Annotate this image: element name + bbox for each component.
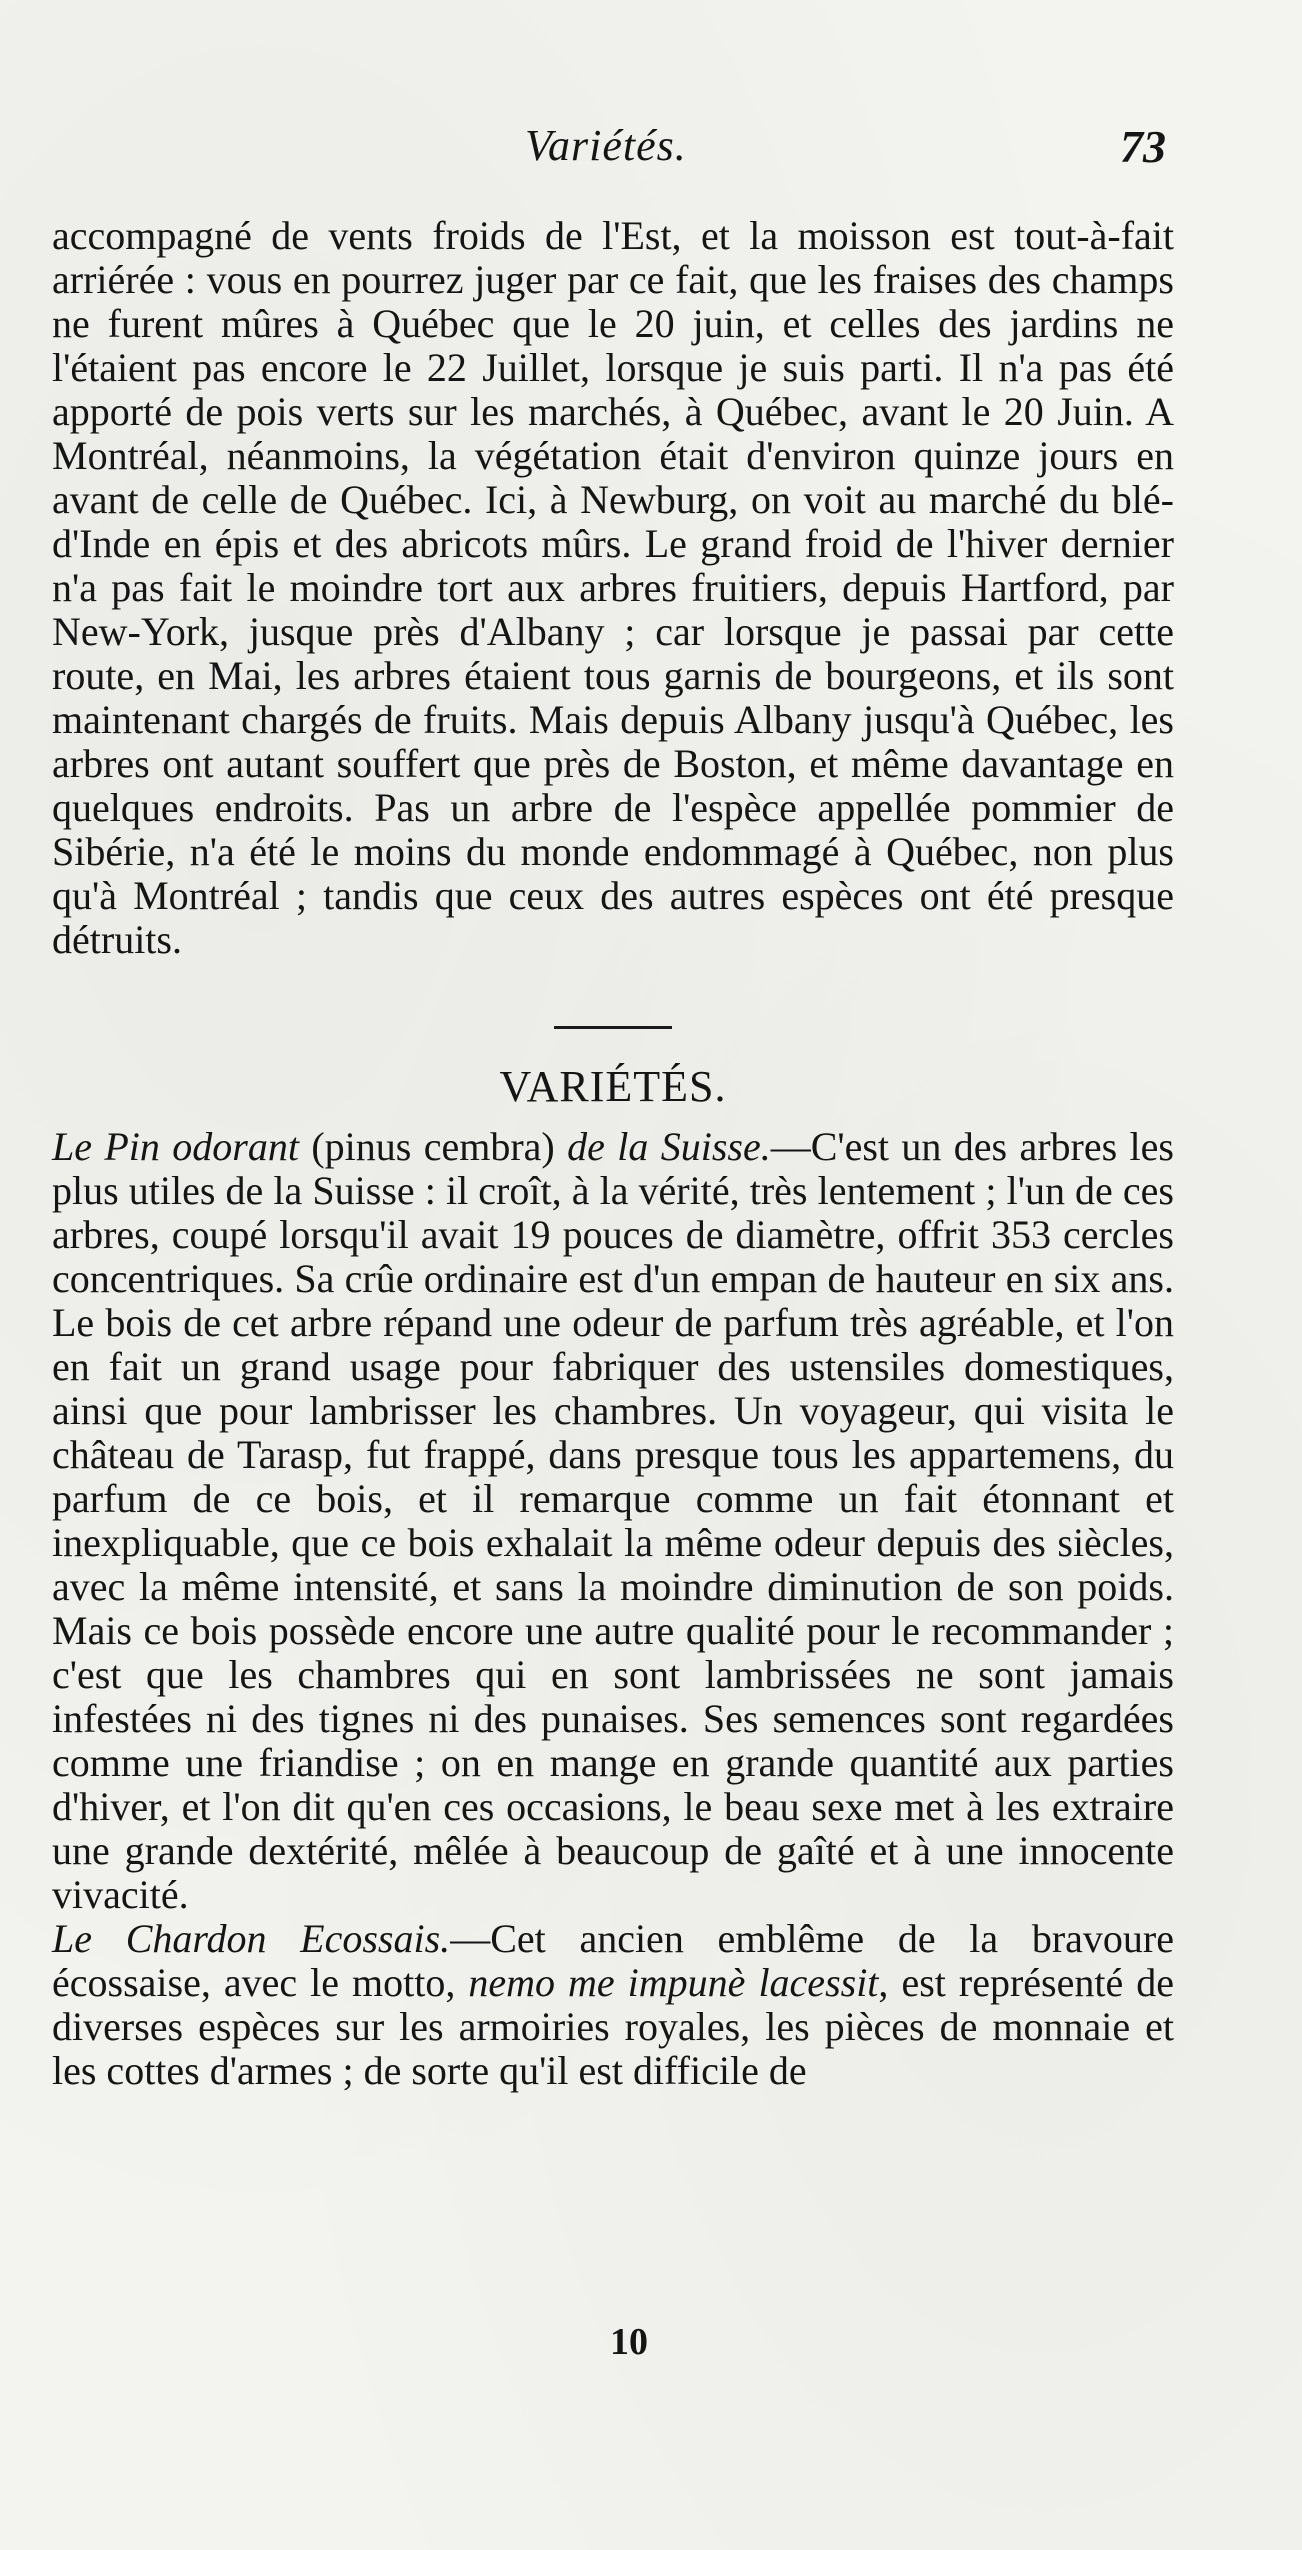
article-text: —C'est un des arbres les plus utiles de la Suisse : il croît, à la vérité, très lentement ; l'un de ces arbres, coupé lorsqu'il avait 19 pouces de diamètre, offrit 353 cercles concentriques. Sa crûe ordinaire est d'un empan de hauteur en six ans. Le bois de cet arbre répand une odeur de parfum très agréable, et l'on en fait un grand usage pour fabriquer des ustensiles domestiques, ainsi que pour lambrisser les chambres. Un voyageur, qui visita le château de Tarasp, fut frappé, dans presque tous les appartemens, du parfum de ce bois, et il remarque comme un fait étonnant et inexpliquable, que ce bois exhalait la même odeur depuis des siècles, avec la même intensité, et sans la moindre diminution de son poids. Mais ce bois possède encore une autre qualité pour le recommander ; c'est que les chambres qui en sont lambrissées ne sont jamais infestées ni des tignes ni des punaises. Ses semences sont regardées comme une friandise ; on en mange en grande quantité aux parties d'hiver, et l'on dit qu'en ces occasions, le beau sexe met à les extraire une grande dextérité, mêlée à beaucoup de gaîté et à une innocente vivacité. bbox=[52, 1124, 1174, 1917]
running-head: Variétés. bbox=[525, 121, 687, 170]
article-text: —Cet ancien emblême de la bravoure écossaise, avec le motto, bbox=[52, 1916, 1175, 2005]
paragraph-text: accompagné de vents froids de l'Est, et la moisson est tout-à-fait arriérée : vous en pourrez juger par ce fait, que les fraises des champs ne furent mûres à Québec que le 20 juin, et celles des jardins ne l'étaient pas encore le 22 Juillet, lorsque je suis parti. Il n'a pas été apporté de pois verts sur les marchés, à Québec, avant le 20 Juin. A Montréal, néanmoins, la végétation était d'environ quinze jours en avant de celle de Québec. Ici, à Newburg, on voit au marché du blé-d'Inde en épis et des abricots mûrs. Le grand froid de l'hiver dernier n'a pas fait le moindre tort aux arbres fruitiers, depuis Hartford, par New-York, jusque près d'Albany ; car lorsque je passai par cette route, en Mai, les arbres étaient tous garnis de bourgeons, et ils sont maintenant chargés de fruits. Mais depuis Albany jusqu'à Québec, les arbres ont autant souffert que près de Boston, et même davantage en quelques endroits. Pas un arbre de l'espèce appellée pommier de Sibérie, n'a été le moins du monde endommagé à Québec, non plus qu'à Montréal ; tandis que ceux des autres espèces ont été presque détruits. bbox=[52, 213, 1174, 962]
article-text-continued: , est représenté de diverses espèces sur les armoiries royales, les pièces de monnaie et les cottes d'armes ; de sorte qu'il est difficile de bbox=[52, 1960, 1174, 2093]
section-heading: VARIÉTÉS. bbox=[499, 1062, 727, 1111]
section-divider bbox=[554, 1026, 672, 1029]
page-number: 73 bbox=[1120, 121, 1166, 172]
article-title: Le Chardon Ecossais. bbox=[52, 1916, 451, 1961]
page-header bbox=[0, 120, 1302, 190]
article-chardon-ecossais bbox=[52, 1917, 1174, 2093]
continuation-paragraph bbox=[52, 214, 1174, 962]
latin-name: (pinus cembra) bbox=[298, 1124, 568, 1169]
motto: nemo me impunè lacessit bbox=[468, 1960, 879, 2005]
body-text bbox=[52, 214, 1174, 2093]
signature-mark: 10 bbox=[610, 2321, 648, 2363]
page-footer bbox=[0, 2320, 1302, 2364]
article-pin-odorant bbox=[52, 1125, 1174, 1917]
article-title-tail: de la Suisse. bbox=[567, 1124, 771, 1169]
article-title: Le Pin odorant bbox=[52, 1124, 299, 1169]
